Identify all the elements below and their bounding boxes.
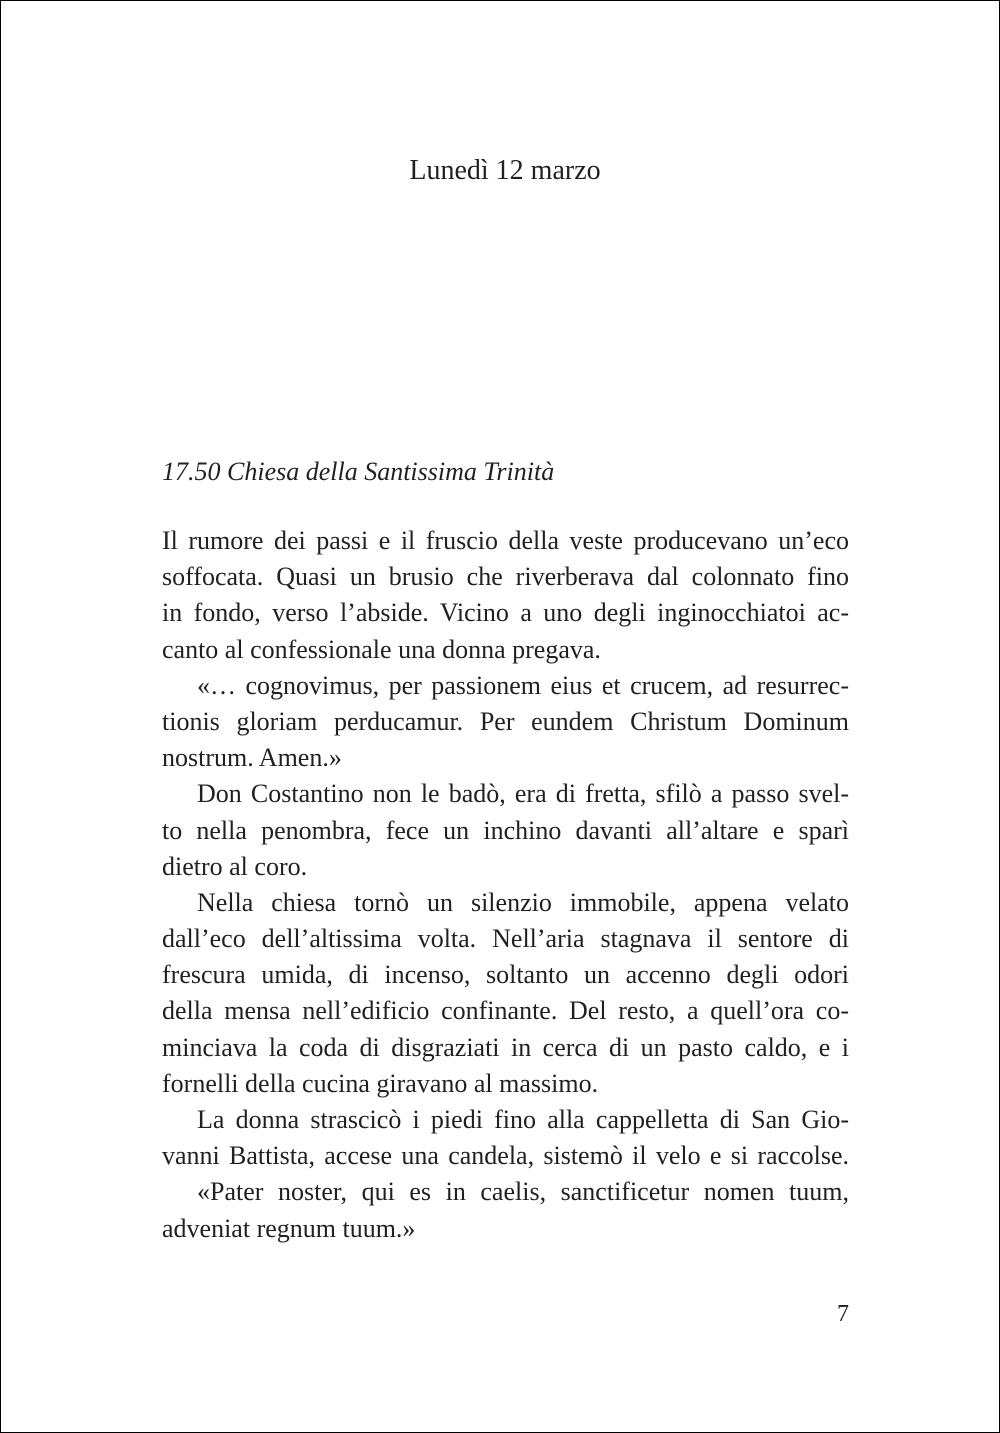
- text-line: Don Costantino non le badò, era di fretta, sfilò a passo svel-: [197, 779, 849, 809]
- text-line: soffocata. Quasi un brusio che riverberava dal colonnato fino: [162, 562, 849, 592]
- text-line: fornelli della cucina giravano al massimo.: [162, 1068, 599, 1098]
- text-line: «Pater noster, qui es in caelis, sanctificetur nomen tuum,: [197, 1177, 849, 1207]
- text-line: «… cognovimus, per passionem eius et crucem, ad resurrec-: [197, 670, 849, 700]
- text-line: dall’eco dell’altissima volta. Nell’aria stagnava il sentore di: [162, 924, 849, 954]
- text-line: adveniat regnum tuum.»: [162, 1213, 416, 1243]
- body-text: [162, 523, 849, 1247]
- text-line: Il rumore dei passi e il fruscio della veste producevano un’eco: [162, 526, 849, 555]
- chapter-title: Lunedì 12 marzo: [409, 155, 601, 186]
- section-heading: 17.50 Chiesa della Santissima Trinità: [162, 457, 555, 486]
- text-line: to nella penombra, fece un inchino davanti all’altare e sparì: [162, 815, 849, 845]
- page-number: 7: [837, 1301, 849, 1327]
- text-line: canto al confessionale una donna pregava.: [162, 634, 601, 664]
- text-line: frescura umida, di incenso, soltanto un accenno degli odori: [162, 960, 849, 990]
- text-line: La donna strascicò i piedi fino alla cappelletta di San Gio-: [197, 1105, 849, 1134]
- text-line: dietro al coro.: [162, 851, 308, 881]
- text-line: minciava la coda di disgraziati in cerca di un pasto caldo, e i: [162, 1032, 849, 1062]
- text-line: Nella chiesa tornò un silenzio immobile, appena velato: [197, 887, 849, 917]
- text-line: in fondo, verso l’abside. Vicino a uno degli inginocchiatoi ac-: [162, 598, 849, 628]
- text-line: vanni Battista, accese una candela, sistemò il velo e si raccolse.: [162, 1141, 849, 1171]
- text-line: nostrum. Amen.»: [162, 743, 342, 773]
- text-line: tionis gloriam perducamur. Per eundem Christum Dominum: [162, 706, 849, 736]
- text-line: della mensa nell’edificio confinante. Del resto, a quell’ora co-: [162, 996, 849, 1026]
